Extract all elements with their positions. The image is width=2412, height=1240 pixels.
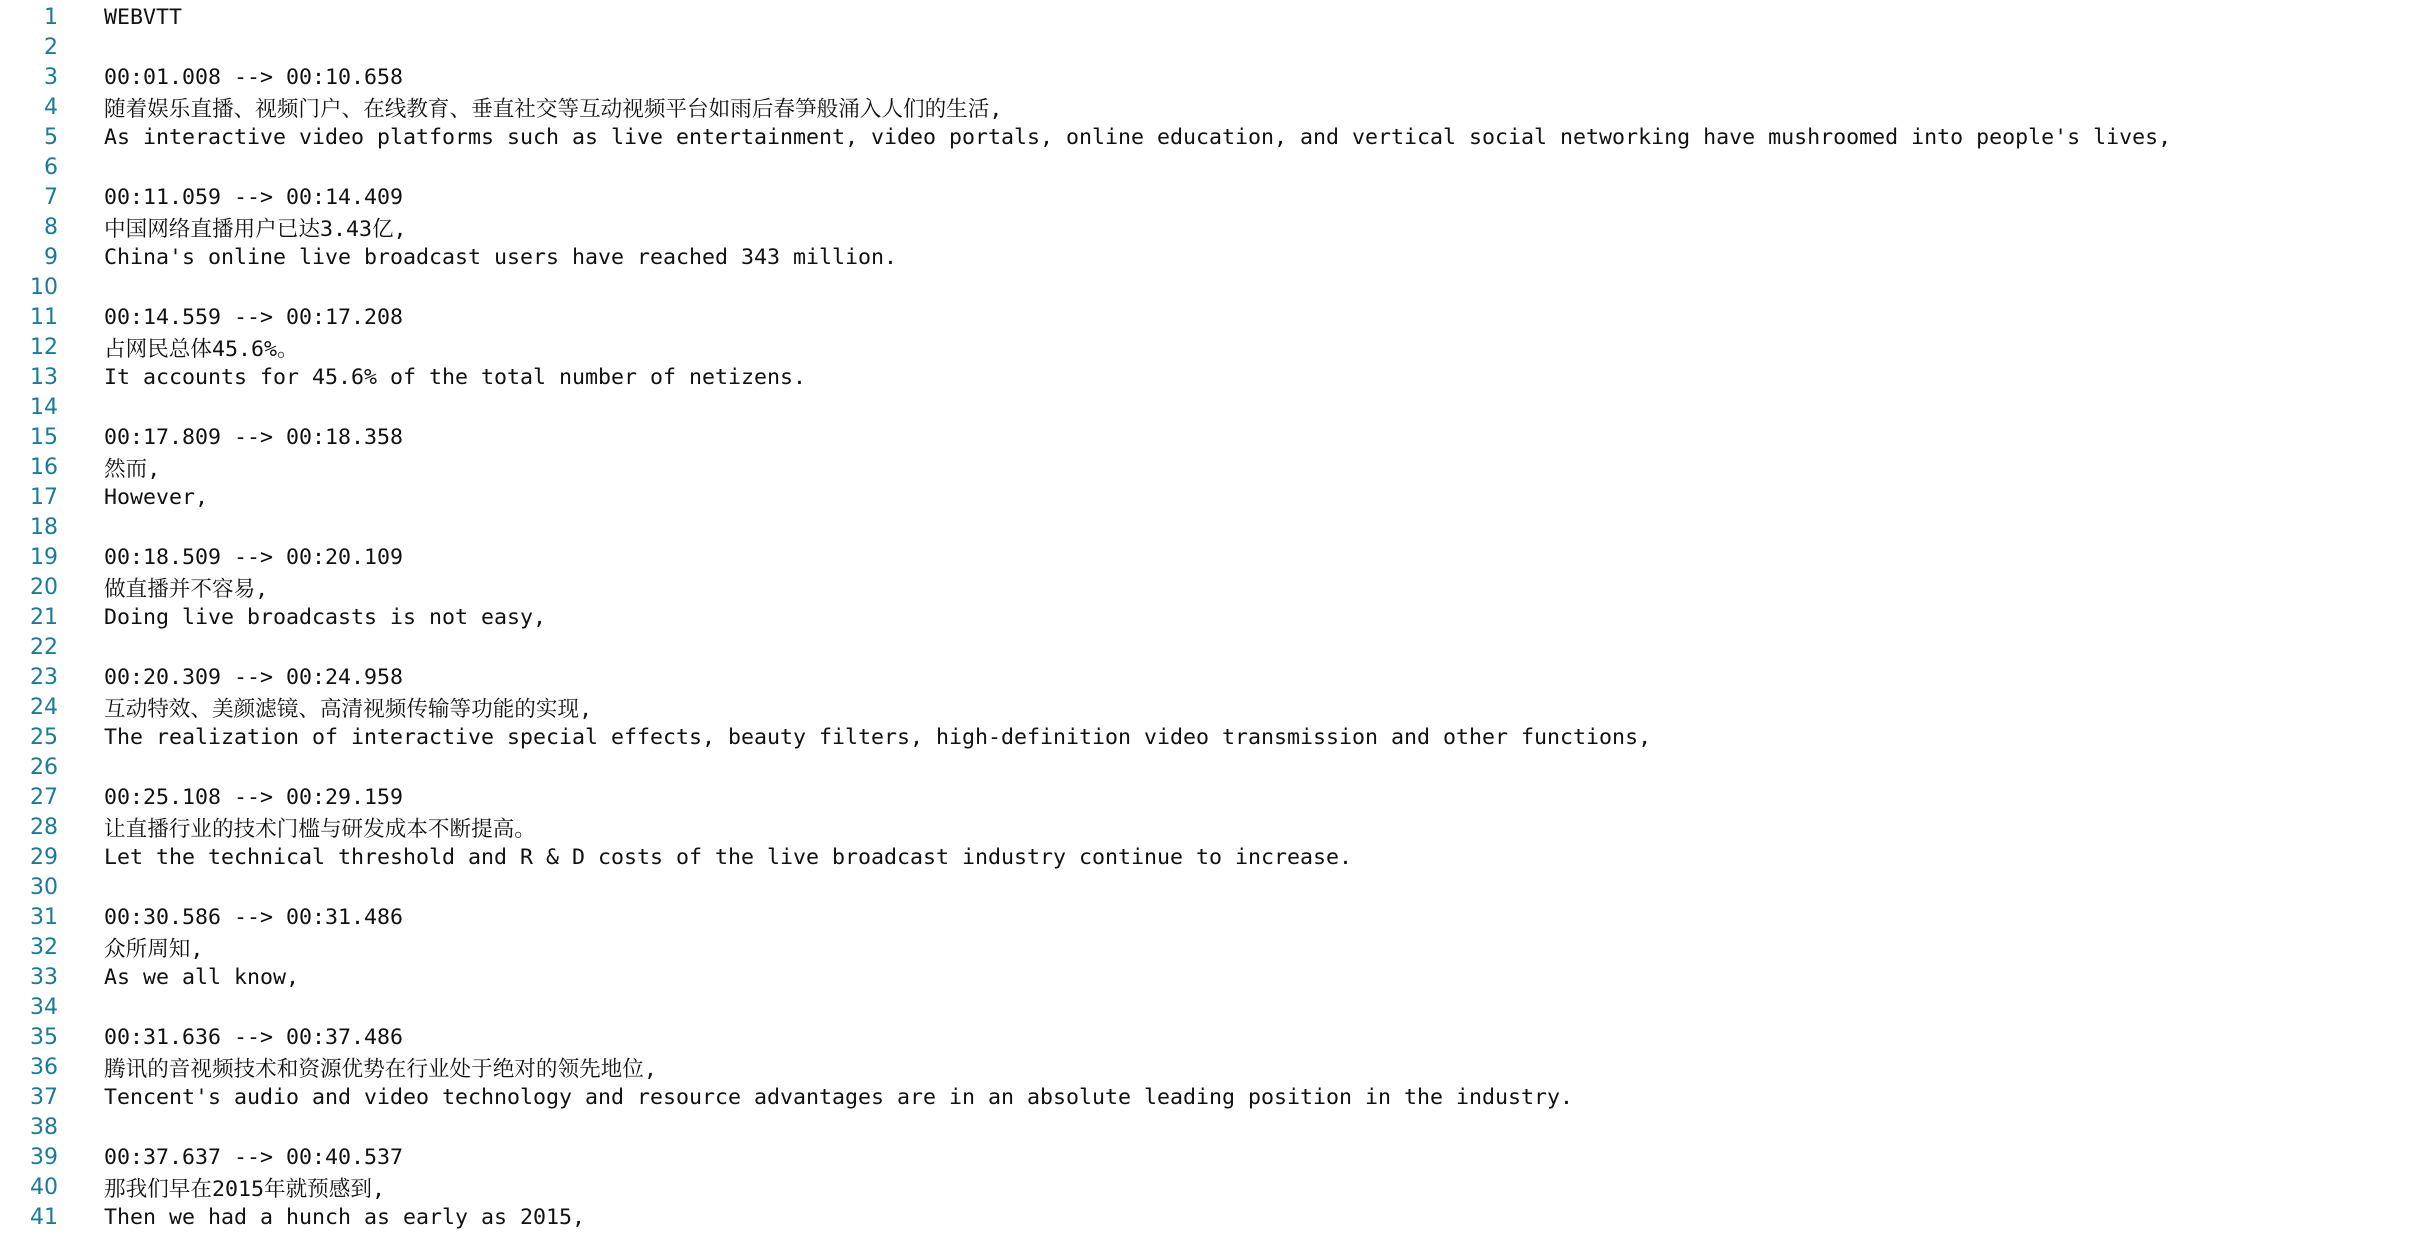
line-text[interactable]: 00:37.637 --> 00:40.537 bbox=[104, 1144, 404, 1170]
line-text[interactable]: 那我们早在2015年就预感到, bbox=[104, 1176, 385, 1202]
line-number: 11 bbox=[30, 304, 58, 330]
line-text[interactable]: 做直播并不容易, bbox=[104, 576, 269, 602]
line-text[interactable]: However, bbox=[104, 484, 209, 510]
editor-line[interactable] bbox=[0, 632, 2412, 662]
line-text[interactable]: 让直播行业的技术门槛与研发成本不断提高。 bbox=[104, 816, 536, 842]
line-text[interactable]: 00:17.809 --> 00:18.358 bbox=[104, 424, 404, 450]
line-number: 8 bbox=[44, 214, 58, 240]
line-text[interactable]: Let the technical threshold and R & D costs of the live broadcast industry continue to increase. bbox=[104, 844, 1353, 870]
line-number: 32 bbox=[30, 934, 58, 960]
line-number: 27 bbox=[30, 784, 58, 810]
editor-line[interactable] bbox=[0, 572, 2412, 602]
line-number: 4 bbox=[44, 94, 58, 120]
editor-line[interactable] bbox=[0, 542, 2412, 572]
editor-line[interactable] bbox=[0, 92, 2412, 122]
editor-line[interactable] bbox=[0, 992, 2412, 1022]
line-number: 18 bbox=[30, 514, 58, 540]
line-text[interactable]: 腾讯的音视频技术和资源优势在行业处于绝对的领先地位, bbox=[104, 1056, 657, 1082]
line-number: 35 bbox=[30, 1024, 58, 1050]
line-number: 25 bbox=[30, 724, 58, 750]
editor-line[interactable] bbox=[0, 2, 2412, 32]
line-number: 2 bbox=[44, 34, 58, 60]
editor-line[interactable] bbox=[0, 872, 2412, 902]
line-number: 37 bbox=[30, 1084, 58, 1110]
line-number: 40 bbox=[30, 1174, 58, 1200]
editor-line[interactable] bbox=[0, 662, 2412, 692]
line-number: 22 bbox=[30, 634, 58, 660]
line-text[interactable]: 00:14.559 --> 00:17.208 bbox=[104, 304, 404, 330]
line-number: 17 bbox=[30, 484, 58, 510]
line-text[interactable]: 00:11.059 --> 00:14.409 bbox=[104, 184, 404, 210]
editor-line[interactable] bbox=[0, 62, 2412, 92]
editor-line[interactable] bbox=[0, 272, 2412, 302]
line-text[interactable]: 00:25.108 --> 00:29.159 bbox=[104, 784, 404, 810]
editor-line[interactable] bbox=[0, 422, 2412, 452]
editor-line[interactable] bbox=[0, 1052, 2412, 1082]
line-text[interactable]: Doing live broadcasts is not easy, bbox=[104, 604, 547, 630]
editor-line[interactable] bbox=[0, 392, 2412, 422]
editor-line[interactable] bbox=[0, 752, 2412, 782]
line-number: 13 bbox=[30, 364, 58, 390]
editor-line[interactable] bbox=[0, 722, 2412, 752]
line-text[interactable]: 00:30.586 --> 00:31.486 bbox=[104, 904, 404, 930]
line-number: 3 bbox=[44, 64, 58, 90]
line-number: 41 bbox=[30, 1204, 58, 1230]
editor-line[interactable] bbox=[0, 182, 2412, 212]
line-number: 24 bbox=[30, 694, 58, 720]
line-text[interactable]: 00:31.636 --> 00:37.486 bbox=[104, 1024, 404, 1050]
editor-line[interactable] bbox=[0, 842, 2412, 872]
line-number: 10 bbox=[30, 274, 58, 300]
line-text[interactable]: 占网民总体45.6%。 bbox=[104, 336, 299, 362]
editor-line[interactable] bbox=[0, 452, 2412, 482]
line-number: 21 bbox=[30, 604, 58, 630]
line-number: 31 bbox=[30, 904, 58, 930]
line-text[interactable]: China's online live broadcast users have reached 343 million. bbox=[104, 244, 898, 270]
editor-line[interactable] bbox=[0, 902, 2412, 932]
line-number: 1 bbox=[44, 4, 58, 30]
line-text[interactable]: 然而, bbox=[104, 456, 161, 482]
editor-line[interactable] bbox=[0, 1082, 2412, 1112]
line-number: 20 bbox=[30, 574, 58, 600]
line-number: 29 bbox=[30, 844, 58, 870]
editor-line[interactable] bbox=[0, 782, 2412, 812]
editor-line[interactable] bbox=[0, 1142, 2412, 1172]
line-number: 26 bbox=[30, 754, 58, 780]
line-text[interactable]: 00:01.008 --> 00:10.658 bbox=[104, 64, 404, 90]
line-text[interactable]: As we all know, bbox=[104, 964, 300, 990]
line-number: 38 bbox=[30, 1114, 58, 1140]
line-number: 33 bbox=[30, 964, 58, 990]
editor-line[interactable] bbox=[0, 602, 2412, 632]
editor-line[interactable] bbox=[0, 332, 2412, 362]
line-number: 19 bbox=[30, 544, 58, 570]
editor-line[interactable] bbox=[0, 1202, 2412, 1232]
editor-line[interactable] bbox=[0, 32, 2412, 62]
line-number: 5 bbox=[44, 124, 58, 150]
editor-line[interactable] bbox=[0, 152, 2412, 182]
line-text[interactable]: The realization of interactive special effects, beauty filters, high-definition video transmission and other functions, bbox=[104, 724, 1652, 750]
line-number: 34 bbox=[30, 994, 58, 1020]
editor-line[interactable] bbox=[0, 362, 2412, 392]
line-number: 16 bbox=[30, 454, 58, 480]
line-number: 12 bbox=[30, 334, 58, 360]
editor-line[interactable] bbox=[0, 692, 2412, 722]
editor-line[interactable] bbox=[0, 122, 2412, 152]
line-number: 7 bbox=[44, 184, 58, 210]
editor-line[interactable] bbox=[0, 482, 2412, 512]
line-text[interactable]: 互动特效、美颜滤镜、高清视频传输等功能的实现, bbox=[104, 696, 593, 722]
line-number: 36 bbox=[30, 1054, 58, 1080]
line-number: 6 bbox=[44, 154, 58, 180]
line-text[interactable]: 00:20.309 --> 00:24.958 bbox=[104, 664, 404, 690]
line-text[interactable]: 众所周知, bbox=[104, 936, 204, 962]
line-text[interactable]: As interactive video platforms such as live entertainment, video portals, online education, and vertical social networking have mushroomed into people's lives, bbox=[104, 124, 2172, 150]
line-text[interactable]: It accounts for 45.6% of the total number of netizens. bbox=[104, 364, 807, 390]
editor-line[interactable] bbox=[0, 1172, 2412, 1202]
line-number: 30 bbox=[30, 874, 58, 900]
editor-line[interactable] bbox=[0, 302, 2412, 332]
line-number: 23 bbox=[30, 664, 58, 690]
line-text[interactable]: 00:18.509 --> 00:20.109 bbox=[104, 544, 404, 570]
editor-line[interactable] bbox=[0, 212, 2412, 242]
line-number: 15 bbox=[30, 424, 58, 450]
editor-line[interactable] bbox=[0, 1022, 2412, 1052]
editor-line[interactable] bbox=[0, 1112, 2412, 1142]
line-text[interactable]: Tencent's audio and video technology and resource advantages are in an absolute leading position in the industry. bbox=[104, 1084, 1574, 1110]
editor-line[interactable] bbox=[0, 932, 2412, 962]
line-number: 39 bbox=[30, 1144, 58, 1170]
editor-lines bbox=[0, 2, 2412, 1232]
line-number: 9 bbox=[44, 244, 58, 270]
line-text[interactable]: WEBVTT bbox=[104, 4, 183, 30]
editor-line[interactable] bbox=[0, 962, 2412, 992]
line-text[interactable]: 随着娱乐直播、视频门户、在线教育、垂直社交等互动视频平台如雨后春笋般涌入人们的生活, bbox=[104, 96, 1003, 122]
editor-line[interactable] bbox=[0, 812, 2412, 842]
editor-line[interactable] bbox=[0, 512, 2412, 542]
line-number: 28 bbox=[30, 814, 58, 840]
line-number: 14 bbox=[30, 394, 58, 420]
line-text[interactable]: 中国网络直播用户已达3.43亿, bbox=[104, 216, 407, 242]
line-text[interactable]: Then we had a hunch as early as 2015, bbox=[104, 1204, 586, 1230]
editor-line[interactable] bbox=[0, 242, 2412, 272]
